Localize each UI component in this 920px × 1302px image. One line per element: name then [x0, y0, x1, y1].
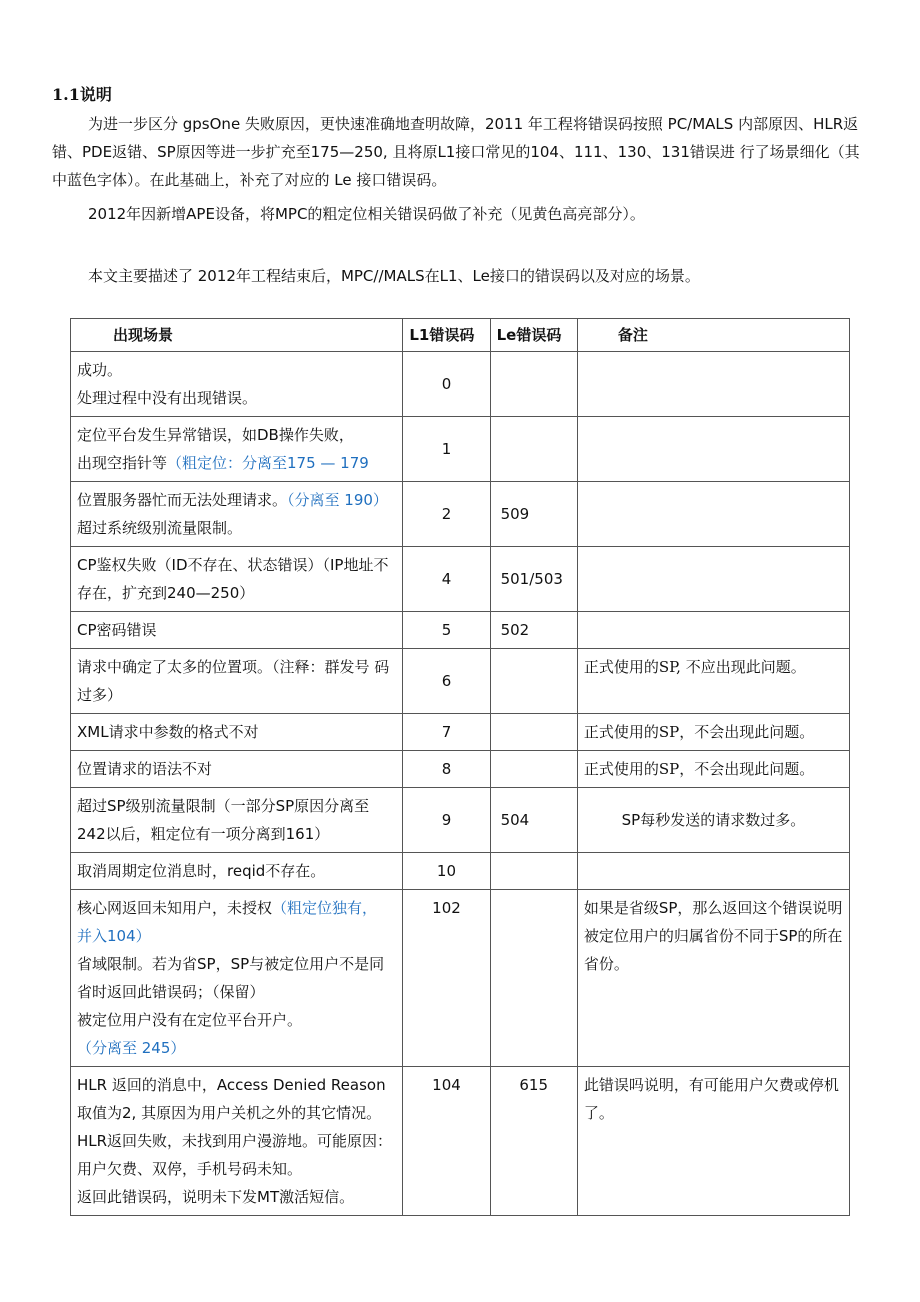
table-row [71, 788, 850, 853]
note-cell: 正式使用的SP，不会出现此问题。 [577, 751, 849, 788]
le-code-cell [490, 417, 577, 482]
l1-code-cell: 1 [403, 417, 490, 482]
table-row [71, 649, 850, 714]
le-code-cell [490, 714, 577, 751]
blue-annotation: （分离至 245） [77, 1039, 186, 1057]
blue-annotation: （粗定位：分离至175 — 179 [167, 454, 369, 472]
scene-cell: 位置请求的语法不对 [71, 751, 403, 788]
intro-paragraph-2: 2012年因新增APE设备，将MPC的粗定位相关错误码做了补充（见黄色高亮部分）。 [88, 205, 645, 223]
le-code-cell: 501/503 [490, 547, 577, 612]
table-row [71, 547, 850, 612]
table-row [71, 890, 850, 1067]
scene-text: 省域限制。若为省SP，SP与被定位用户不是同省时返回此错误码；（保留） [77, 955, 385, 1001]
error-code-table [70, 318, 850, 1216]
intro-paragraph-3: 本文主要描述了 2012年工程结束后，MPC//MALS在L1、Le接口的错误码以及对应的场景。 [88, 267, 700, 285]
l1-code-cell: 4 [403, 547, 490, 612]
l1-code-cell: 102 [403, 890, 490, 1067]
scene-text: 核心网返回未知用户，未授权 [77, 899, 273, 917]
scene-cell: CP鉴权失败（ID不存在、状态错误）（IP地址不存在，扩充到240—250） [71, 547, 403, 612]
le-code-cell [490, 352, 577, 417]
note-cell: 此错误吗说明，有可能用户欠费或停机了。 [577, 1067, 849, 1216]
scene-cell: XML请求中参数的格式不对 [71, 714, 403, 751]
table-row [71, 1067, 850, 1216]
note-cell: 正式使用的SP，不会出现此问题。 [577, 714, 849, 751]
scene-text: 定位平台发生异常错误，如DB操作失败， [77, 426, 354, 444]
table-row [71, 853, 850, 890]
table-row [71, 352, 850, 417]
note-cell [577, 482, 849, 547]
l1-code-cell: 9 [403, 788, 490, 853]
scene-cell: 超过SP级别流量限制（一部分SP原因分离至242以后，粗定位有一项分离到161） [71, 788, 403, 853]
scene-cell [71, 890, 403, 1067]
scene-cell [71, 417, 403, 482]
scene-cell: 取消周期定位消息时，reqid不存在。 [71, 853, 403, 890]
le-code-cell: 615 [490, 1067, 577, 1216]
scene-text: 出现空指针等 [77, 454, 168, 472]
le-code-cell [490, 853, 577, 890]
blue-annotation: 并入104） [77, 927, 151, 945]
scene-cell [71, 352, 403, 417]
table-row [71, 417, 850, 482]
le-code-cell [490, 649, 577, 714]
scene-text: 位置服务器忙而无法处理请求。 [77, 491, 288, 509]
scene-text: HLR返回失败，未找到用户漫游地。可能原因：用户欠费、双停，手机号码未知。 [77, 1132, 393, 1178]
intro-paragraph-1: 为进一步区分 gpsOne 失败原因，更快速准确地查明故障，2011 年工程将错误码按照 PC/MALS 内部原因、HLR返错、PDE返错、SP原因等进一步扩充至175—250, 且将原L1接口常见的104、111、130、131错误进 行了场景细化（其中蓝色字体）。在此基础上，补充了对应的 Le 接口错误码。 [52, 115, 860, 189]
l1-code-cell: 6 [403, 649, 490, 714]
blue-annotation: （粗定位独有， [272, 899, 378, 917]
note-cell [577, 417, 849, 482]
l1-code-cell: 0 [403, 352, 490, 417]
le-code-cell: 502 [490, 612, 577, 649]
scene-cell [71, 482, 403, 547]
le-code-cell [490, 751, 577, 788]
header-note: 备注 [577, 319, 849, 352]
scene-text: 处理过程中没有出现错误。 [77, 389, 258, 407]
l1-code-cell: 2 [403, 482, 490, 547]
section-heading: 1.1说明 [52, 85, 112, 104]
le-code-cell [490, 890, 577, 1067]
l1-code-cell: 104 [403, 1067, 490, 1216]
note-cell: SP每秒发送的请求数过多。 [577, 788, 849, 853]
scene-text: 超过系统级别流量限制。 [77, 519, 243, 537]
table-row [71, 482, 850, 547]
note-cell [577, 853, 849, 890]
table-header-row [71, 319, 850, 352]
l1-code-cell: 8 [403, 751, 490, 788]
l1-code-cell: 7 [403, 714, 490, 751]
l1-code-cell: 5 [403, 612, 490, 649]
note-cell: 正式使用的SP, 不应出现此问题。 [577, 649, 849, 714]
table-row [71, 751, 850, 788]
blue-annotation: （分离至 190） [287, 491, 388, 509]
le-code-cell: 504 [490, 788, 577, 853]
table-row [71, 612, 850, 649]
scene-cell: CP密码错误 [71, 612, 403, 649]
note-cell [577, 612, 849, 649]
note-cell [577, 352, 849, 417]
scene-text: 被定位用户没有在定位平台开户。 [77, 1011, 303, 1029]
scene-text: HLR 返回的消息中，Access Denied Reason 取值为2, 其原因为用户关机之外的其它情况。 [77, 1076, 386, 1122]
header-scene: 出现场景 [71, 319, 403, 352]
scene-text: 成功。 [77, 361, 123, 379]
header-l1-code: L1错误码 [403, 319, 490, 352]
scene-cell: 请求中确定了太多的位置项。（注释：群发号 码过多） [71, 649, 403, 714]
note-cell: 如果是省级SP，那么返回这个错误说明被定位用户的归属省份不同于SP的所在省份。 [577, 890, 849, 1067]
note-cell [577, 547, 849, 612]
table-row [71, 714, 850, 751]
le-code-cell: 509 [490, 482, 577, 547]
header-le-code: Le错误码 [490, 319, 577, 352]
scene-cell [71, 1067, 403, 1216]
l1-code-cell: 10 [403, 853, 490, 890]
scene-text: 返回此错误码，说明未下发MT激活短信。 [77, 1188, 355, 1206]
